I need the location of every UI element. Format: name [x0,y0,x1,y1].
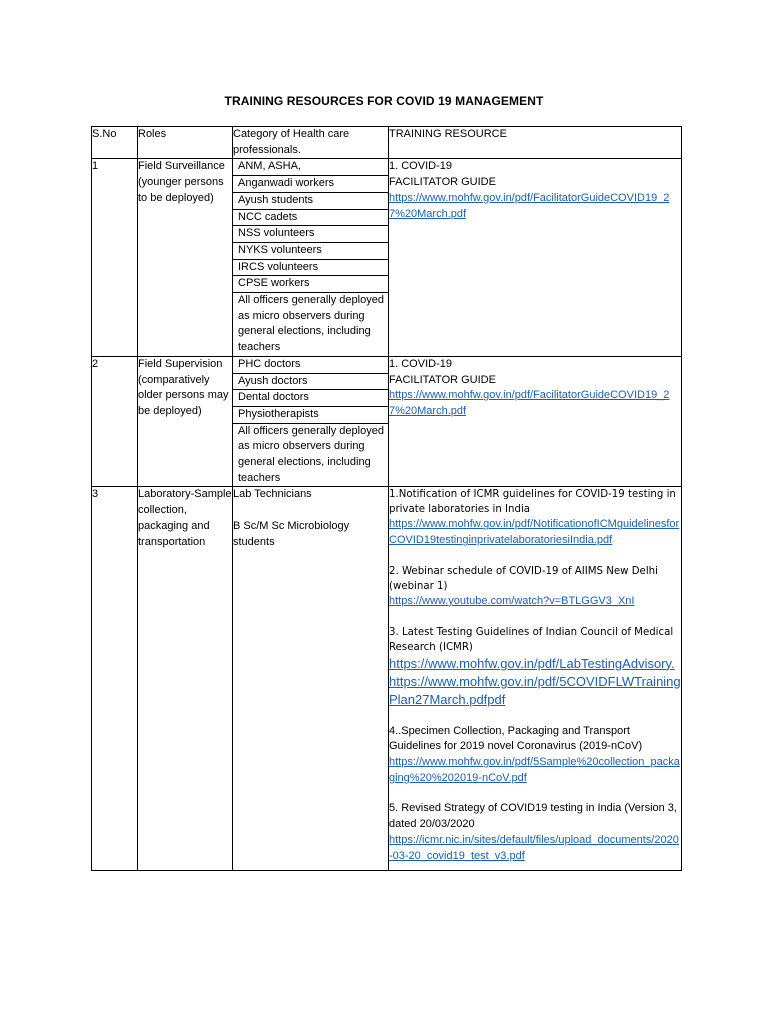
row-resource [389,356,682,487]
list-item: Dental doctors [233,390,388,407]
list-item: All officers generally deployed as micro observers during general elections, including teachers [238,424,384,484]
resource-subtitle: FACILITATOR GUIDE [389,373,496,386]
resource-link[interactable]: https://www.mohfw.gov.in/pdf/LabTestingAdvisory.https://www.mohfw.gov.in/pdf/5COVIDFLWTrainingPlan27March.pdfpdf [389,655,681,707]
list-item: ANM, ASHA, [233,159,388,176]
list-item: B Sc/M Sc Microbiology students [233,519,350,548]
header-resource: TRAINING RESOURCE [389,127,682,159]
resource-text: 3. Latest Testing Guidelines of Indian Council of Medical Research (ICMR) [389,626,674,653]
resource-link[interactable]: https://www.mohfw.gov.in/pdf/FacilitatorGuideCOVID19_27%20March.pdf [389,191,670,220]
list-item: Physiotherapists [233,407,388,424]
header-roles: Roles [138,127,233,159]
resource-item [389,625,681,709]
resource-text: 5. Revised Strategy of COVID19 testing in India (Version 3, dated 20/03/2020 [389,802,677,831]
resource-link[interactable]: https://www.mohfw.gov.in/pdf/FacilitatorGuideCOVID19_27%20March.pdf [389,389,670,417]
row-sno: 3 [92,487,138,871]
resource-item [389,487,681,548]
table-row [92,356,682,487]
header-sno: S.No [92,127,138,159]
list-item: Lab Technicians [233,488,312,501]
resource-item [389,801,681,864]
list-item: IRCS volunteers [233,260,388,277]
list-item: Anganwadi workers [233,176,388,193]
resource-link[interactable]: https://www.youtube.com/watch?v=BTLGGV3_XnI [389,594,635,607]
resource-link[interactable]: https://www.mohfw.gov.in/pdf/5Sample%20collection_packaging%20%202019-nCoV.pdf [389,755,680,784]
list-item: All officers generally deployed as micro observers during general elections, including teachers [238,294,384,354]
resource-text: 2. Webinar schedule of COVID-19 of AIIMS New Delhi (webinar 1) [389,565,658,592]
row-resource [389,159,682,356]
resource-subtitle: FACILITATOR GUIDE [389,176,496,189]
resource-item [389,564,681,610]
row-role: Field Surveillance (younger persons to be deployed) [138,159,233,356]
list-item: Ayush doctors [233,374,388,391]
row-role: Laboratory-Sample collection, packaging and transportation [138,487,233,871]
resource-link[interactable]: https://icmr.nic.in/sites/default/files/upload_documents/2020-03-20_covid19_test_v3.pdf [389,833,679,862]
resource-text: 1.Notification of ICMR guidelines for COVID-19 testing in private laboratories in India [389,489,676,516]
resource-text: 4..Specimen Collection, Packaging and Transport Guidelines for 2019 novel Coronavirus (2019-nCoV) [389,724,643,753]
list-item: Ayush students [233,193,388,210]
list-item: NYKS volunteers [233,243,388,260]
table-row [92,487,682,871]
row-sno: 1 [92,159,138,356]
resource-title: 1. COVID-19 [389,160,452,173]
row-sno: 2 [92,356,138,487]
table-row [92,159,682,356]
row-categories [233,356,389,487]
list-item: NCC cadets [233,210,388,227]
resource-item [389,724,681,787]
row-resource [389,487,682,871]
resource-title: 1. COVID-19 [389,357,452,370]
resource-link[interactable]: https://www.mohfw.gov.in/pdf/NotificationofICMguidelinesforCOVID19testinginprivatelaboratoriesiIndia.pdf [389,518,680,547]
list-item: PHC doctors [233,357,388,374]
header-category: Category of Health care professionals. [233,127,389,159]
list-item: CPSE workers [233,276,388,293]
row-categories [233,159,389,356]
document-title: TRAINING RESOURCES FOR COVID 19 MANAGEMENT [224,94,544,108]
list-item: NSS volunteers [233,226,388,243]
training-resources-table [91,126,682,871]
row-role: Field Supervision (comparatively older persons may be deployed) [138,356,233,487]
row-categories [233,487,389,871]
table-header-row [92,127,682,159]
